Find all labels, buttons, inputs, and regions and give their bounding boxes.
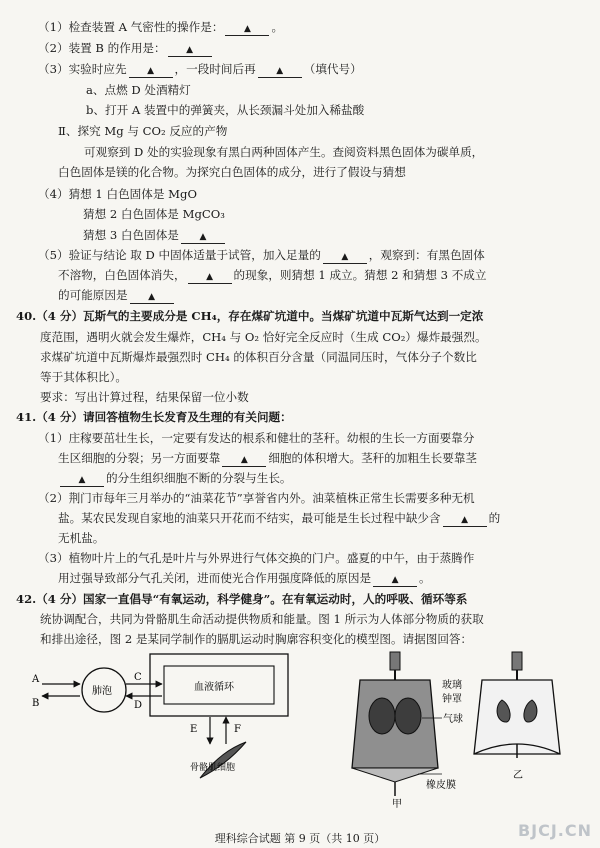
- watermark-logo: BJCJ.CN: [517, 821, 592, 840]
- figure-1-circulation-diagram: [30, 650, 300, 790]
- answer-blank[interactable]: ▲: [323, 249, 367, 264]
- label-F: F: [234, 724, 241, 735]
- label-B: B: [32, 698, 40, 709]
- label-E: E: [190, 724, 198, 735]
- q41-line: （3）植物叶片上的气孔是叶片与外界进行气体交换的门户。盛夏的中午，由于蒸腾作: [38, 551, 475, 565]
- label-A: A: [32, 674, 40, 685]
- q39-part2-para: 白色固体是镁的化合物。为探究白色固体的成分，进行了假设与猜想: [58, 165, 406, 179]
- q39-sub3: （3）实验时应先 ▲ ，一段时间后再 ▲ （填代号）: [38, 62, 362, 76]
- bell-jar-jia: [352, 652, 438, 796]
- q39-sub1: （1）检查装置 A 气密性的操作是： ▲ 。: [38, 20, 284, 34]
- answer-blank[interactable]: ▲: [129, 63, 173, 78]
- q39-sub1-text: （1）检查装置 A 气密性的操作是：: [38, 20, 224, 34]
- q40-requirement: 要求：写出计算过程，结果保留一位小数: [40, 390, 249, 404]
- q40-line: 度范围，遇明火就会发生爆炸，CH₄ 与 O₂ 恰好完全反应时（生成 CO₂）爆炸最强烈。: [40, 330, 487, 344]
- answer-blank[interactable]: ▲: [225, 21, 269, 36]
- q39-sub2: （2）装置 B 的作用是： ▲: [38, 41, 214, 57]
- answer-blank[interactable]: ▲: [373, 572, 417, 587]
- q41-line: （1）庄稼要茁壮生长，一定要有发达的根系和健壮的茎秆。幼根的生长一方面要靠分: [38, 431, 475, 445]
- q40-line: 求煤矿坑道中瓦斯爆炸最强烈时 CH₄ 的体积百分含量（同温同压时，气体分子个数比: [40, 350, 477, 364]
- q39-guess3: 猜想 3 白色固体是 ▲: [83, 228, 227, 244]
- answer-blank[interactable]: ▲: [181, 229, 225, 244]
- q39-option-a: a、点燃 D 处酒精灯: [86, 83, 191, 97]
- q42-line: 和排出途径，图 2 是某同学制作的膈肌运动时胸廓容积变化的模型图。请据图回答：: [40, 632, 473, 646]
- answer-blank[interactable]: ▲: [168, 42, 212, 57]
- q39-sub5: （5）验证与结论 取 D 中固体适量于试管，加入足量的 ▲ ，观察到：有黑色固体: [38, 248, 485, 262]
- q39-part2-title: Ⅱ、探究 Mg 与 CO₂ 反应的产物: [58, 124, 228, 138]
- q41-line: （2）荆门市每年三月举办的“油菜花节”享誉省内外。油菜植株正常生长需要多种无机: [38, 491, 475, 505]
- q39-guess2: 猜想 2 白色固体是 MgCO₃: [83, 207, 225, 221]
- label-circulation: 血液循环: [194, 682, 234, 693]
- q39-sub5: 的可能原因是 ▲: [58, 288, 176, 304]
- label-membrane: 橡皮膜: [426, 780, 456, 791]
- label-alveolus: 肺泡: [92, 686, 112, 697]
- q40-line: 40.（4 分）瓦斯气的主要成分是 CH₄，存在煤矿坑道中。当煤矿坑道中瓦斯气达到一定浓: [16, 309, 484, 323]
- figure-2-bell-jar-model: [330, 650, 590, 810]
- label-jia: 甲: [392, 799, 402, 810]
- q41-line: 生区细胞的分裂；另一方面要靠 ▲ 细胞的体积增大。茎秆的加粗生长要靠茎: [58, 451, 478, 465]
- answer-blank[interactable]: ▲: [222, 452, 266, 467]
- label-yi: 乙: [513, 770, 523, 781]
- label-balloon: 气球: [443, 714, 463, 725]
- q39-sub5: 不溶物，白色固体消失， ▲ 的现象，则猜想 1 成立。猜想 2 和猜想 3 不成立: [58, 268, 487, 282]
- label-glass: 玻璃: [442, 680, 462, 691]
- label-bell: 钟罩: [442, 694, 462, 705]
- page-footer: 理科综合试题 第 9 页（共 10 页）: [214, 832, 386, 845]
- q40-line: 等于其体积比）。: [40, 370, 127, 384]
- q39-part2-para: 可观察到 D 处的实验现象有黑白两种固体产生。查阅资料黑色固体为碳单质，: [84, 145, 484, 159]
- answer-blank[interactable]: ▲: [188, 269, 232, 284]
- q41-line: 盐。某农民发现自家地的油菜只开花而不结实，最可能是生长过程中缺少含 ▲ 的: [58, 511, 501, 525]
- q39-option-b: b、打开 A 装置中的弹簧夹，从长颈漏斗处加入稀盐酸: [86, 103, 365, 117]
- label-D: D: [134, 700, 143, 711]
- q41-line: 41.（4 分）请回答植物生长发育及生理的有关问题：: [16, 410, 292, 424]
- answer-blank[interactable]: ▲: [258, 63, 302, 78]
- answer-blank[interactable]: ▲: [443, 512, 487, 527]
- answer-blank[interactable]: ▲: [60, 472, 104, 487]
- q41-line: 用过强导致部分气孔关闭，进而使光合作用强度降低的原因是 ▲ 。: [58, 571, 431, 585]
- bell-jar-yi: [474, 652, 560, 758]
- q42-line: 42.（4 分）国家一直倡导“有氧运动，科学健身”。在有氧运动时，人的呼吸、循环等系: [16, 592, 468, 606]
- q41-line: ▲ 的分生组织细胞不断的分裂与生长。: [58, 471, 292, 487]
- q41-line: 无机盐。: [58, 531, 105, 545]
- label-C: C: [134, 672, 142, 683]
- answer-blank[interactable]: ▲: [130, 289, 174, 304]
- q39-guess1: （4）猜想 1 白色固体是 MgO: [38, 187, 197, 201]
- label-muscle-cell: 骨骼肌细胞: [190, 763, 236, 773]
- q42-line: 统协调配合，共同为骨骼肌生命活动提供物质和能量。图 1 所示为人体部分物质的获取: [40, 612, 484, 626]
